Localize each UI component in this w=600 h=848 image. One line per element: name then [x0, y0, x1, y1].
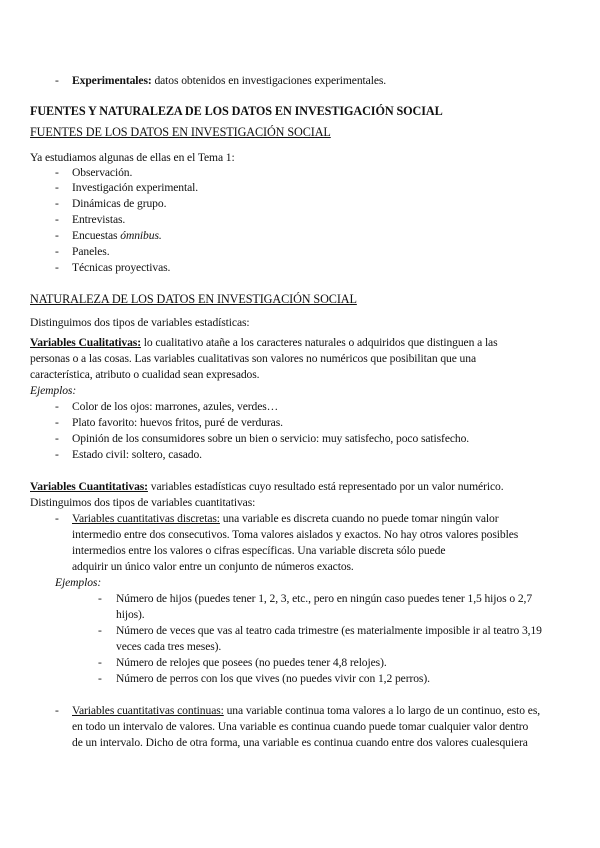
paragraph-line: Distinguimos dos tipos de variables cuantitativas:	[30, 496, 256, 509]
page-title: FUENTES Y NATURALEZA DE LOS DATOS EN INVESTIGACIÓN SOCIAL	[30, 104, 443, 118]
bullet: -	[55, 432, 59, 445]
section-heading-nature: NATURALEZA DE LOS DATOS EN INVESTIGACIÓN SOCIAL	[30, 292, 357, 306]
list-item: Paneles.	[72, 245, 110, 258]
list-item: Dinámicas de grupo.	[72, 197, 167, 210]
bullet: -	[55, 512, 59, 525]
list-item: Entrevistas.	[72, 213, 126, 226]
paragraph-line: personas o a las cosas. Las variables cualitativas son valores no numéricos que posibilitan que una	[30, 352, 476, 365]
list-item: Plato favorito: huevos fritos, puré de verduras.	[72, 416, 283, 429]
bullet: -	[98, 656, 102, 669]
term-experimentales: Experimentales:	[72, 74, 152, 87]
list-item: Número de perros con los que vives (no puedes vivir con 1,2 perros).	[116, 672, 430, 685]
paragraph-line: adquirir un único valor entre un conjunto de números exactos.	[72, 560, 354, 573]
sources-intro: Ya estudiamos algunas de ellas en el Tema 1:	[30, 151, 235, 164]
bullet: -	[55, 166, 59, 179]
term-description: datos obtenidos en investigaciones experimentales.	[151, 74, 387, 87]
emphasis: ómnibus.	[120, 229, 162, 242]
list-item-continuation: veces cada tres meses).	[116, 640, 222, 653]
list-item: Número de hijos (puedes tener 1, 2, 3, etc., pero en ningún caso puedes tener 1,5 hijos o 2,7	[116, 592, 533, 605]
bullet: -	[55, 74, 59, 87]
list-item: Opinión de los consumidores sobre un bien o servicio: muy satisfecho, poco satisfecho.	[72, 432, 470, 445]
paragraph-line: intermedios entre los valores o cifras específicas. Una variable discreta sólo puede	[72, 544, 446, 557]
list-item: Técnicas proyectivas.	[72, 261, 171, 274]
examples-label: Ejemplos:	[30, 384, 77, 397]
list-item: Color de los ojos: marrones, azules, verdes…	[72, 400, 279, 413]
list-item: Número de veces que vas al teatro cada trimestre (es materialmente imposible ir al teatro 3,19	[116, 624, 542, 637]
bullet: -	[98, 624, 102, 637]
bullet: -	[98, 672, 102, 685]
term-continuous: Variables cuantitativas continuas:	[72, 704, 224, 717]
list-item: Encuestas ómnibus.	[72, 229, 162, 242]
qualitative-paragraph: Variables Cualitativas: lo cualitativo atañe a los caracteres naturales o adquiridos que distinguen a las	[30, 336, 498, 349]
list-item: Número de relojes que posees (no puedes tener 4,8 relojes).	[116, 656, 387, 669]
quantitative-paragraph: Variables Cuantitativas: variables estadísticas cuyo resultado está representado por un valor numérico.	[30, 480, 504, 493]
paragraph-line: característica, atributo o cualidad sean expresados.	[30, 368, 260, 381]
paragraph-line: en todo un intervalo de valores. Una variable es continua cuando puede tomar cualquier valor dentro	[72, 720, 529, 733]
section-heading-sources: FUENTES DE LOS DATOS EN INVESTIGACIÓN SOCIAL	[30, 125, 331, 139]
nature-intro: Distinguimos dos tipos de variables estadísticas:	[30, 316, 250, 329]
bullet: -	[98, 592, 102, 605]
bullet: -	[55, 400, 59, 413]
list-item-continuation: hijos).	[116, 608, 145, 621]
paragraph-line: intermedio entre dos consecutivos. Toma valores aislados y exactos. No hay otros valores posibles	[72, 528, 519, 541]
bullet: -	[55, 229, 59, 242]
bullet: -	[55, 245, 59, 258]
continuous-paragraph: Variables cuantitativas continuas: una variable continua toma valores a lo largo de un continuo, esto es,	[72, 704, 541, 717]
bullet: -	[55, 213, 59, 226]
bullet: -	[55, 416, 59, 429]
bullet: -	[55, 448, 59, 461]
top-list-item	[72, 73, 386, 88]
list-item: Investigación experimental.	[72, 181, 199, 194]
discrete-paragraph: Variables cuantitativas discretas: una variable es discreta cuando no puede tomar ningún valor	[72, 512, 499, 525]
bullet: -	[55, 181, 59, 194]
paragraph-line: de un intervalo. Dicho de otra forma, una variable es continua cuando entre dos valores cualesquiera	[72, 736, 528, 749]
term-discrete: Variables cuantitativas discretas:	[72, 512, 220, 525]
term-quantitative: Variables Cuantitativas:	[30, 480, 148, 493]
bullet: -	[55, 197, 59, 210]
examples-label: Ejemplos:	[55, 576, 102, 589]
bullet: -	[55, 704, 59, 717]
bullet: -	[55, 261, 59, 274]
list-item: Observación.	[72, 166, 133, 179]
list-item: Estado civil: soltero, casado.	[72, 448, 202, 461]
term-qualitative: Variables Cualitativas:	[30, 336, 141, 349]
